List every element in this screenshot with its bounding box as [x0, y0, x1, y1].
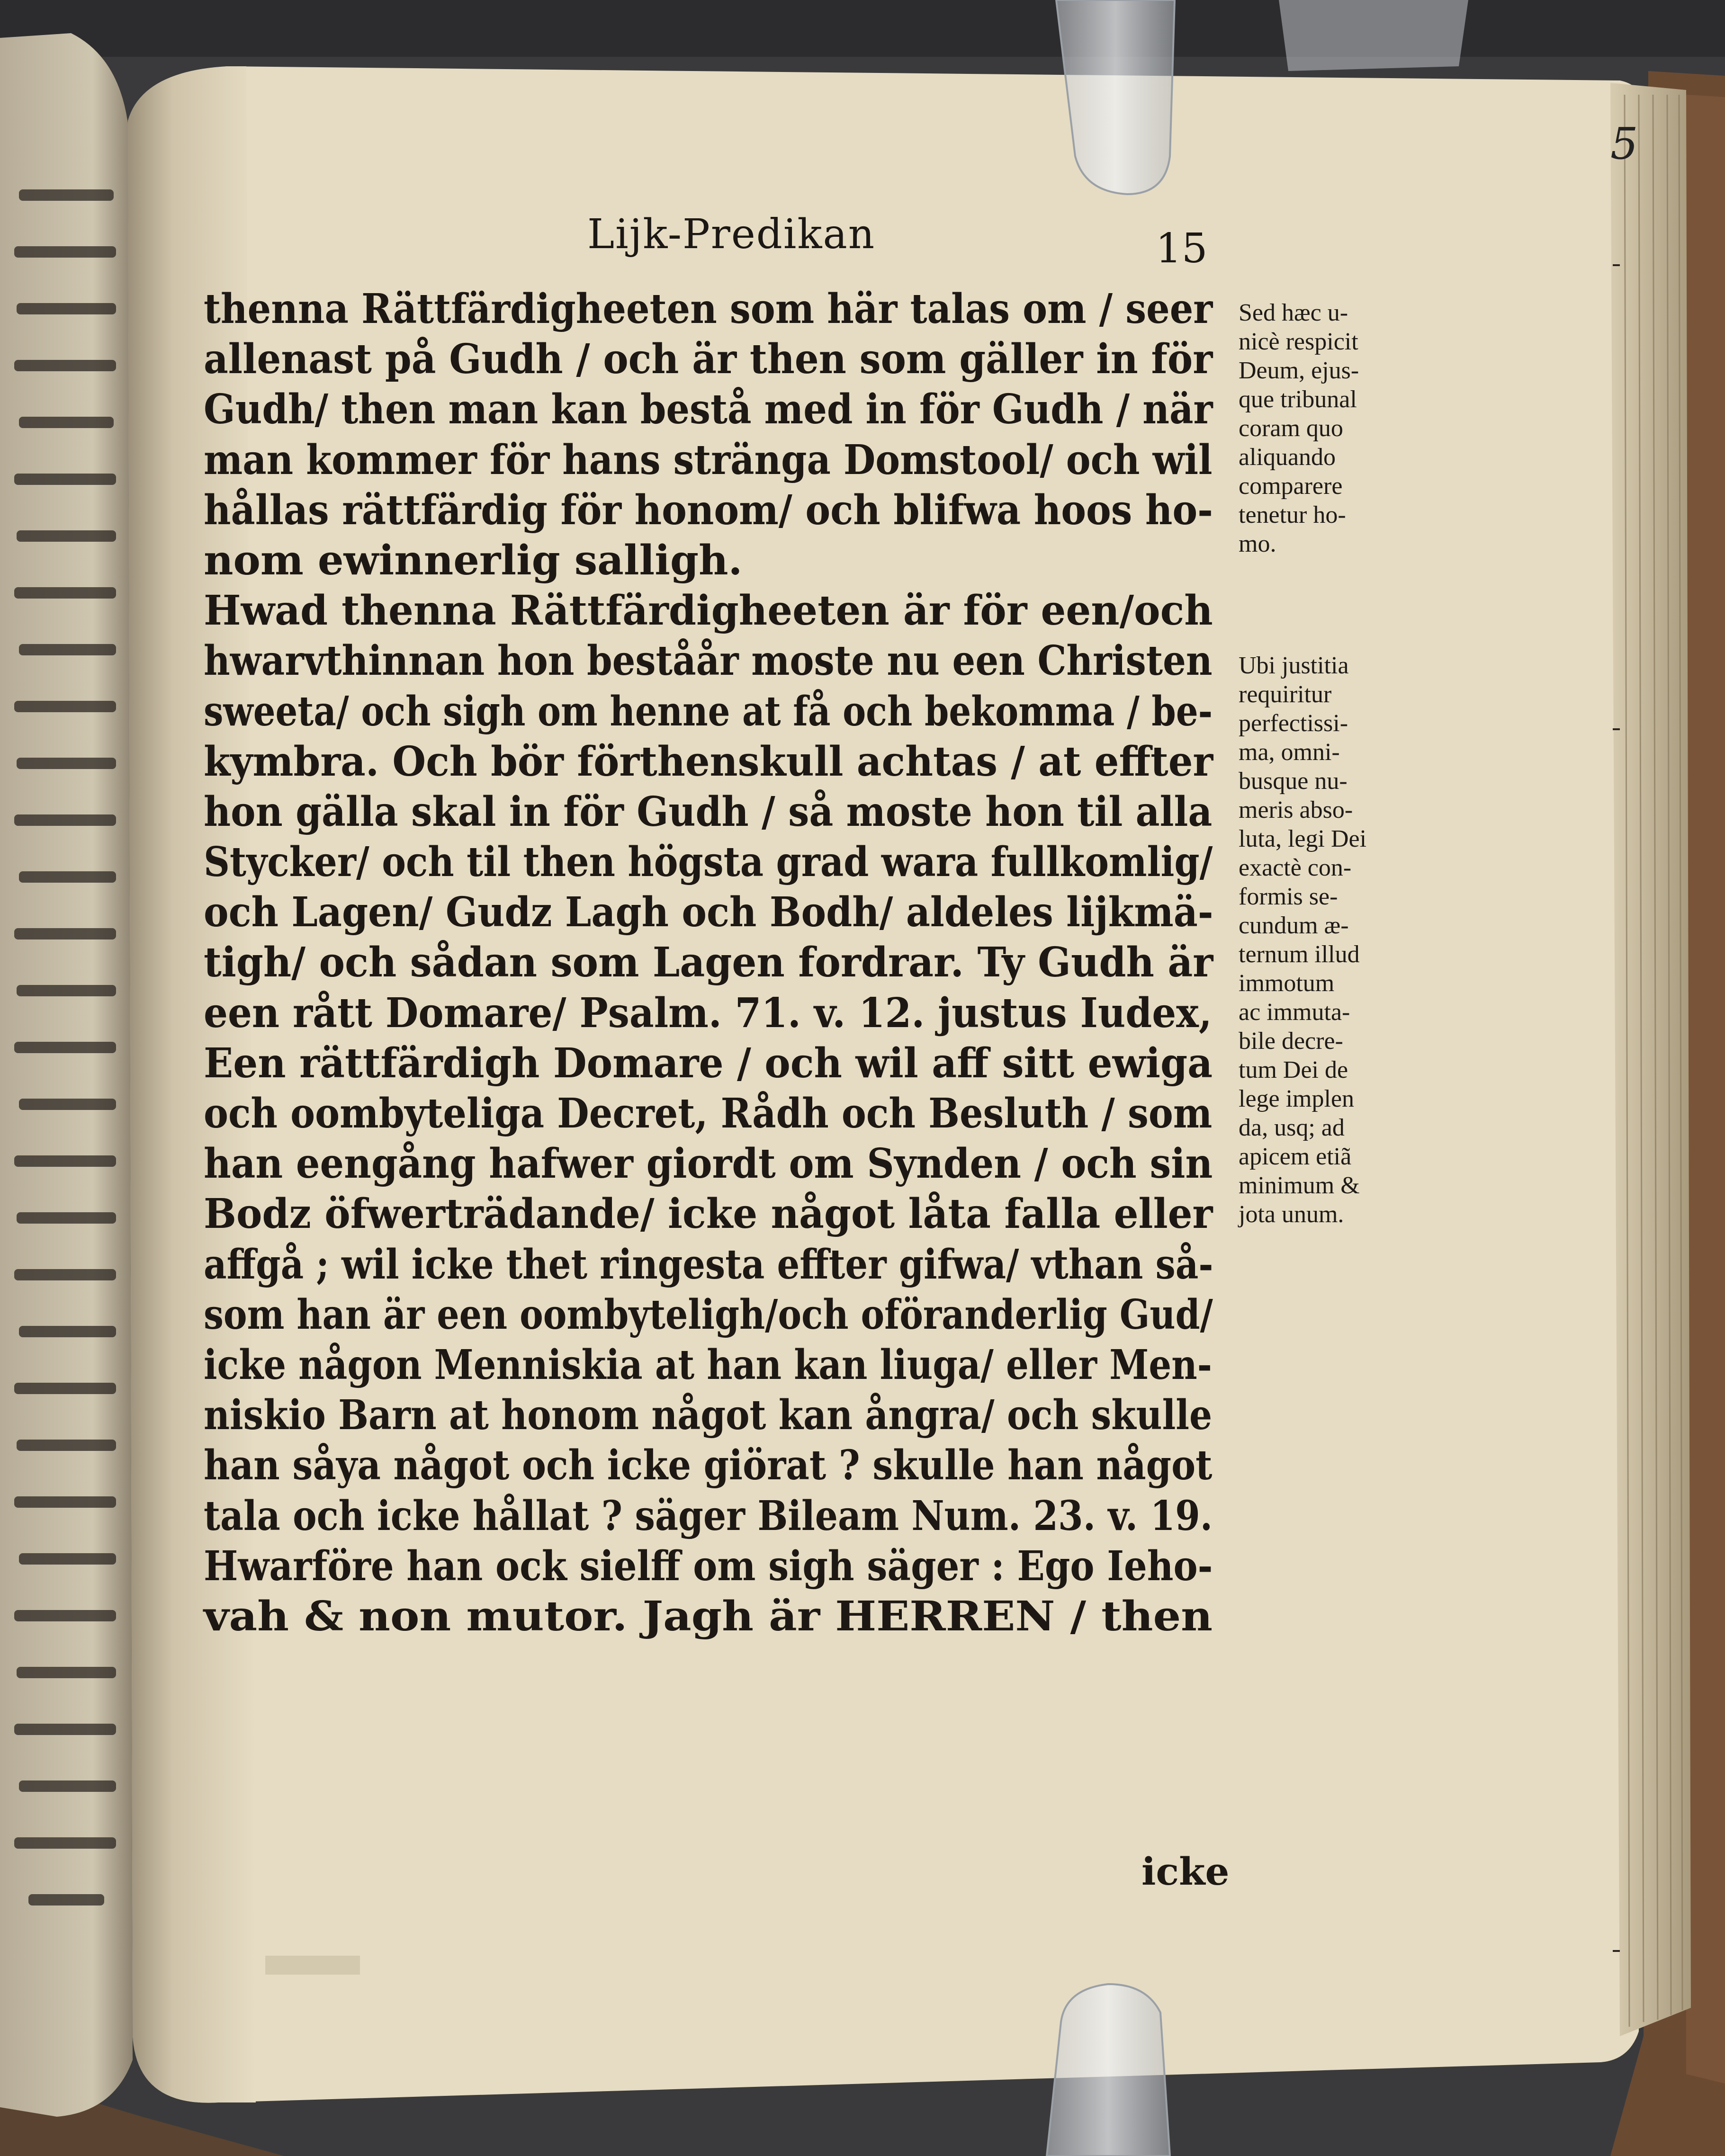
margin-note-line: ternum illud	[1239, 941, 1360, 968]
margin-note-line: ma, omni-	[1239, 739, 1340, 766]
page-number: 15	[1156, 225, 1208, 272]
main-text-column	[204, 284, 1213, 1642]
text-line: som han är een oombyteligh/och oföranderlig Gud/	[204, 1290, 1213, 1339]
margin-note-line: Sed hæc u-	[1239, 299, 1348, 326]
margin-note-line: que tribunal	[1239, 386, 1357, 413]
margin-note-line: Ubi justitia	[1239, 652, 1349, 679]
text-line: thenna Rättfärdigheeten som här talas om / seer	[204, 285, 1213, 333]
text-line: affgå ; wil icke thet ringesta effter gifwa/ vthan så-	[204, 1240, 1213, 1288]
margin-note-line: tum Dei de	[1239, 1056, 1348, 1083]
margin-note-line: perfectissi-	[1239, 710, 1348, 737]
margin-note-line: coram quo	[1239, 415, 1343, 442]
text-line: tala och icke hållat ? säger Bileam Num. 23. v. 19.	[204, 1492, 1213, 1540]
margin-note-line: apicem etiã	[1239, 1143, 1352, 1170]
text-line: hwarvthinnan hon beståår moste nu een Christen	[204, 637, 1213, 685]
text-line: sweeta/ och sigh om henne at få och bekomma / be-	[204, 687, 1213, 735]
margin-note-line: meris abso-	[1239, 796, 1353, 823]
margin-note-line: Deum, ejus-	[1239, 357, 1359, 384]
text-line: Stycker/ och til then högsta grad wara fullkomlig/	[204, 838, 1213, 886]
text-line: Een rättfärdigh Domare / och wil aff sitt ewiga	[204, 1039, 1213, 1087]
margin-note-line: jota unum.	[1239, 1201, 1344, 1228]
margin-note-line: requiritur	[1239, 681, 1332, 708]
margin-note-line: da, usq; ad	[1239, 1114, 1345, 1141]
text-line: kymbra. Och bör förthenskull achtas / at effter	[204, 737, 1213, 786]
margin-note-line: aliquando	[1239, 444, 1336, 471]
running-head: Lijk-Predikan	[587, 211, 876, 258]
margin-note-line: lege implen	[1239, 1085, 1355, 1112]
text-line: och oombyteliga Decret, Rådh och Besluth / som	[204, 1090, 1213, 1137]
text-line: man kommer för hans stränga Domstool/ och wil	[204, 436, 1213, 484]
margin-note-line: tenetur ho-	[1239, 501, 1346, 528]
text-line: han såya något och icke giörat ? skulle han något	[204, 1441, 1213, 1490]
text-line: tigh/ och sådan som Lagen fordrar. Ty Gudh är	[204, 939, 1213, 987]
text-line: hon gälla skal in för Gudh / så moste hon til alla	[204, 787, 1213, 836]
corner-folio-number: 5	[1610, 118, 1638, 169]
margin-note-line: cundum æ-	[1239, 912, 1349, 939]
margin-note-line: ac immuta-	[1239, 999, 1350, 1026]
margin-note-line: bile decre-	[1239, 1028, 1343, 1055]
text-line: icke någon Menniskia at han kan liuga/ eller Men-	[204, 1341, 1212, 1389]
margin-note-line: luta, legi Dei	[1239, 825, 1367, 852]
text-line: Hwad thenna Rättfärdigheeten är för een/och	[204, 587, 1213, 635]
text-line: hållas rättfärdig för honom/ och blifwa hoos ho-	[204, 486, 1213, 534]
margin-note-line: immotum	[1239, 970, 1335, 997]
margin-note-line: comparere	[1239, 473, 1343, 500]
text-line: nom ewinnerlig salligh.	[204, 536, 743, 584]
text-line: niskio Barn at honom något kan ångra/ och skulle	[204, 1391, 1213, 1440]
margin-note-line: minimum &	[1239, 1172, 1360, 1199]
text-line: vah & non mutor. Jagh är HERREN / then	[204, 1592, 1213, 1640]
text-line: han eengång hafwer giordt om Synden / och sin	[204, 1140, 1213, 1188]
text-line: och Lagen/ Gudz Lagh och Bodh/ aldeles lijkmä-	[204, 888, 1213, 937]
margin-note-line: exactè con-	[1239, 854, 1352, 881]
text-line: Bodz öfwerträdande/ icke något låta falla eller	[204, 1190, 1213, 1238]
margin-note-2	[1239, 651, 1400, 1229]
text-line: een rått Domare/ Psalm. 71. v. 12. justus Iudex,	[204, 989, 1212, 1037]
margin-note-line: formis se-	[1239, 883, 1338, 910]
text-line: Hwarföre han ock sielff om sigh säger : Ego Ieho-	[204, 1542, 1213, 1590]
text-line: allenast på Gudh / och är then som gäller in för	[204, 335, 1213, 384]
catchword: icke	[1141, 1849, 1230, 1894]
margin-note-line: mo.	[1239, 530, 1276, 557]
margin-note-1	[1239, 298, 1400, 558]
margin-note-line: nicè respicit	[1239, 328, 1358, 355]
text-line: Gudh/ then man kan bestå med in för Gudh / när	[204, 385, 1213, 434]
margin-note-line: busque nu-	[1239, 768, 1348, 795]
